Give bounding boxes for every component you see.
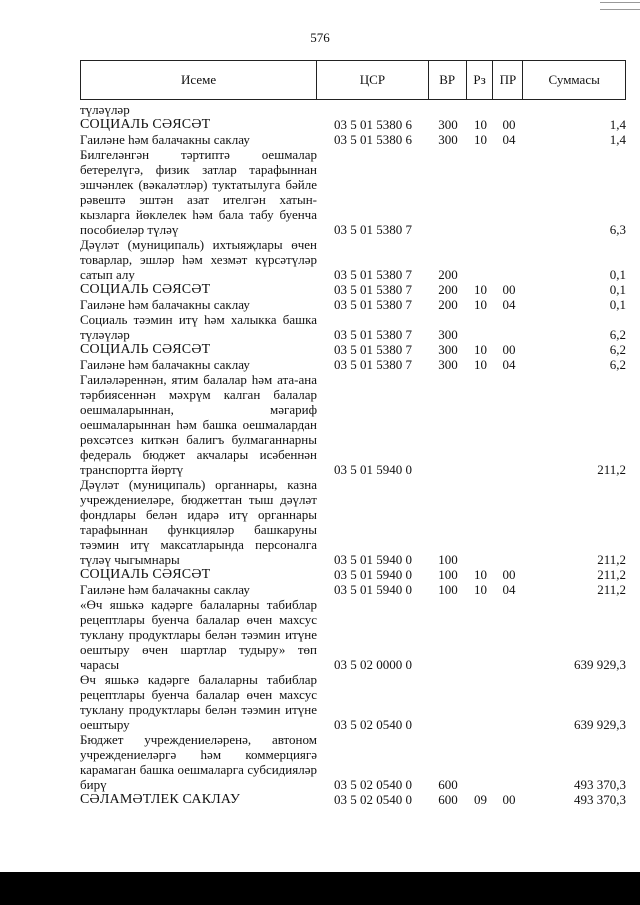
cell-name: Билгеләнгән тәртиптә оешмалар бетерелүгә, физик затлар тарафыннан эшчәнлек (вәкаләтләр) туктатылуга бәйле рәвештә эштән азат ителгән хатын-кызларга йөклелек һәм бала табу буенча пособиеләр түләү (80, 147, 317, 237)
cell-sum: 6,2 (609, 327, 626, 342)
table-row (80, 132, 626, 147)
cell-name: Гаиләне һәм балачакны саклау (80, 297, 250, 312)
table-row (80, 282, 626, 297)
cell-pr: 04 (502, 582, 516, 597)
table-row (80, 342, 626, 357)
cell-pr: 00 (502, 792, 516, 807)
cell-name: СОЦИАЛЬ СӘЯСӘТ (80, 282, 211, 297)
cell-sum: 0,1 (609, 267, 626, 282)
cell-vr: 300 (438, 132, 458, 147)
header-sum: Суммасы (548, 72, 600, 87)
cell-rz: 10 (474, 132, 487, 147)
cell-rz: 10 (474, 297, 487, 312)
table-row (80, 792, 626, 807)
table-row (80, 567, 626, 582)
cell-rz: 10 (474, 117, 487, 132)
cell-rz: 09 (474, 792, 487, 807)
cell-rz: 10 (474, 282, 487, 297)
table-row (80, 357, 626, 372)
cell-sum: 639 929,3 (574, 717, 626, 732)
header-name: Исеме (81, 61, 317, 99)
cell-csr: 03 5 01 5380 7 (334, 222, 412, 237)
cell-name: Гаиләләреннән, ятим балалар һәм ата-ана тәрбиясеннән мәхрүм калган балалар оешмаларыннан, мәгариф оешмаларыннан һәм башка оешмалардан рөхсәтсез киткән балигъ булмаганнарны федераль бюджет акчалары исәбеннән транспортта йөртү (80, 372, 317, 477)
cell-sum: 493 370,3 (574, 792, 626, 807)
cell-sum: 639 929,3 (574, 657, 626, 672)
cell-vr: 100 (438, 582, 458, 597)
cell-csr: 03 5 01 5380 7 (334, 357, 412, 372)
cell-vr: 300 (438, 327, 458, 342)
header-rz: Рз (467, 61, 494, 99)
table-row (80, 477, 626, 567)
cell-csr: 03 5 01 5940 0 (334, 582, 412, 597)
scan-edge-marks (600, 2, 640, 10)
cell-csr: 03 5 01 5380 7 (334, 342, 412, 357)
cell-csr: 03 5 01 5940 0 (334, 552, 412, 567)
cell-rz: 10 (474, 567, 487, 582)
cell-name: Дәүләт (муниципаль) органнары, казна учреждениеләре, бюджеттан тыш дәүләт фондлары белән идарә итү органнары тарафыннан функцияләр башкаруны тәэмин итү максатларында персоналга түләү чыгымнары (80, 477, 317, 567)
cell-csr: 03 5 01 5940 0 (334, 462, 412, 477)
cell-vr: 100 (438, 552, 458, 567)
cell-name: СОЦИАЛЬ СӘЯСӘТ (80, 567, 211, 582)
cell-vr: 300 (438, 342, 458, 357)
cell-rz: 10 (474, 357, 487, 372)
cell-name: СӘЛАМӘТЛЕК САКЛАУ (80, 792, 241, 807)
table-row (80, 117, 626, 132)
cell-pr: 00 (502, 282, 516, 297)
cell-csr: 03 5 02 0540 0 (334, 777, 412, 792)
cell-vr: 100 (438, 567, 458, 582)
header-vr: ВР (429, 61, 467, 99)
cell-name: түләүләр (80, 102, 130, 117)
cell-csr: 03 5 01 5380 7 (334, 282, 412, 297)
table-row (80, 732, 626, 792)
cell-vr: 300 (438, 357, 458, 372)
table-row (80, 312, 626, 342)
cell-sum: 0,1 (609, 297, 626, 312)
cell-name: СОЦИАЛЬ СӘЯСӘТ (80, 342, 211, 357)
cell-vr: 600 (438, 792, 458, 807)
table-row (80, 237, 626, 282)
cell-pr: 04 (502, 357, 516, 372)
cell-csr: 03 5 01 5380 7 (334, 327, 412, 342)
table-row (80, 672, 626, 732)
table-row (80, 372, 626, 477)
cell-sum: 6,2 (609, 357, 626, 372)
cell-csr: 03 5 02 0540 0 (334, 792, 412, 807)
cell-name: Гаиләне һәм балачакны саклау (80, 582, 250, 597)
cell-sum: 493 370,3 (574, 777, 626, 792)
cell-name: Гаиләне һәм балачакны саклау (80, 357, 250, 372)
table-row (80, 582, 626, 597)
cell-pr: 00 (502, 117, 516, 132)
cell-csr: 03 5 01 5380 7 (334, 267, 412, 282)
cell-vr: 200 (438, 297, 458, 312)
cell-csr: 03 5 02 0000 0 (334, 657, 412, 672)
cell-csr: 03 5 01 5940 0 (334, 567, 412, 582)
cell-sum: 1,4 (609, 117, 626, 132)
cell-rz: 10 (474, 582, 487, 597)
cell-vr: 600 (438, 777, 458, 792)
cell-rz: 10 (474, 342, 487, 357)
cell-pr: 00 (502, 342, 516, 357)
cell-sum: 1,4 (609, 132, 626, 147)
cell-name: Социаль тәэмин итү һәм халыкка башка түләүләр (80, 312, 317, 342)
cell-name: Бюджет учреждениеләренә, автоном учреждениеләргә һәм коммерциягә карамаган башка оешмаларга субсидияләр бирү (80, 732, 317, 792)
cell-pr: 04 (502, 297, 516, 312)
cell-csr: 03 5 01 5380 6 (334, 117, 412, 132)
cell-pr: 00 (502, 567, 516, 582)
cell-name: СОЦИАЛЬ СӘЯСӘТ (80, 117, 211, 132)
cell-name: Гаиләне һәм балачакны саклау (80, 132, 250, 147)
header-pr: ПР (493, 61, 523, 99)
table-row (80, 597, 626, 672)
table-body (80, 102, 626, 807)
cell-csr: 03 5 02 0540 0 (334, 717, 412, 732)
cell-csr: 03 5 01 5380 7 (334, 297, 412, 312)
cell-sum: 6,3 (609, 222, 626, 237)
cell-sum: 6,2 (609, 342, 626, 357)
cell-vr: 200 (438, 267, 458, 282)
page-number: 576 (310, 30, 330, 45)
cell-name: Дәүләт (муниципаль) ихтыяҗлары өчен товарлар, эшләр һәм хезмәт күрсәтүләр сатып алу (80, 237, 317, 282)
cell-sum: 211,2 (597, 582, 626, 597)
table-header (80, 60, 626, 100)
cell-vr: 300 (438, 117, 458, 132)
cell-pr: 04 (502, 132, 516, 147)
cell-sum: 211,2 (597, 462, 626, 477)
table-row (80, 102, 626, 117)
scan-bottom-band (0, 872, 640, 905)
cell-name: «Өч яшькә кадәрге балаларны табиблар рецептлары буенча балалар өчен махсус туклану продуктлары белән тәэмин итүне оештыру өчен шартлар тудыру» төп чарасы (80, 597, 317, 672)
table-row (80, 147, 626, 237)
cell-name: Өч яшькә кадәрге балаларны табиблар рецептлары буенча балалар өчен махсус туклану продуктлары белән тәэмин итүне оештыру (80, 672, 317, 732)
cell-vr: 200 (438, 282, 458, 297)
table-row (80, 297, 626, 312)
cell-sum: 211,2 (597, 567, 626, 582)
cell-csr: 03 5 01 5380 6 (334, 132, 412, 147)
cell-sum: 0,1 (609, 282, 626, 297)
header-csr: ЦСР (317, 61, 429, 99)
cell-sum: 211,2 (597, 552, 626, 567)
